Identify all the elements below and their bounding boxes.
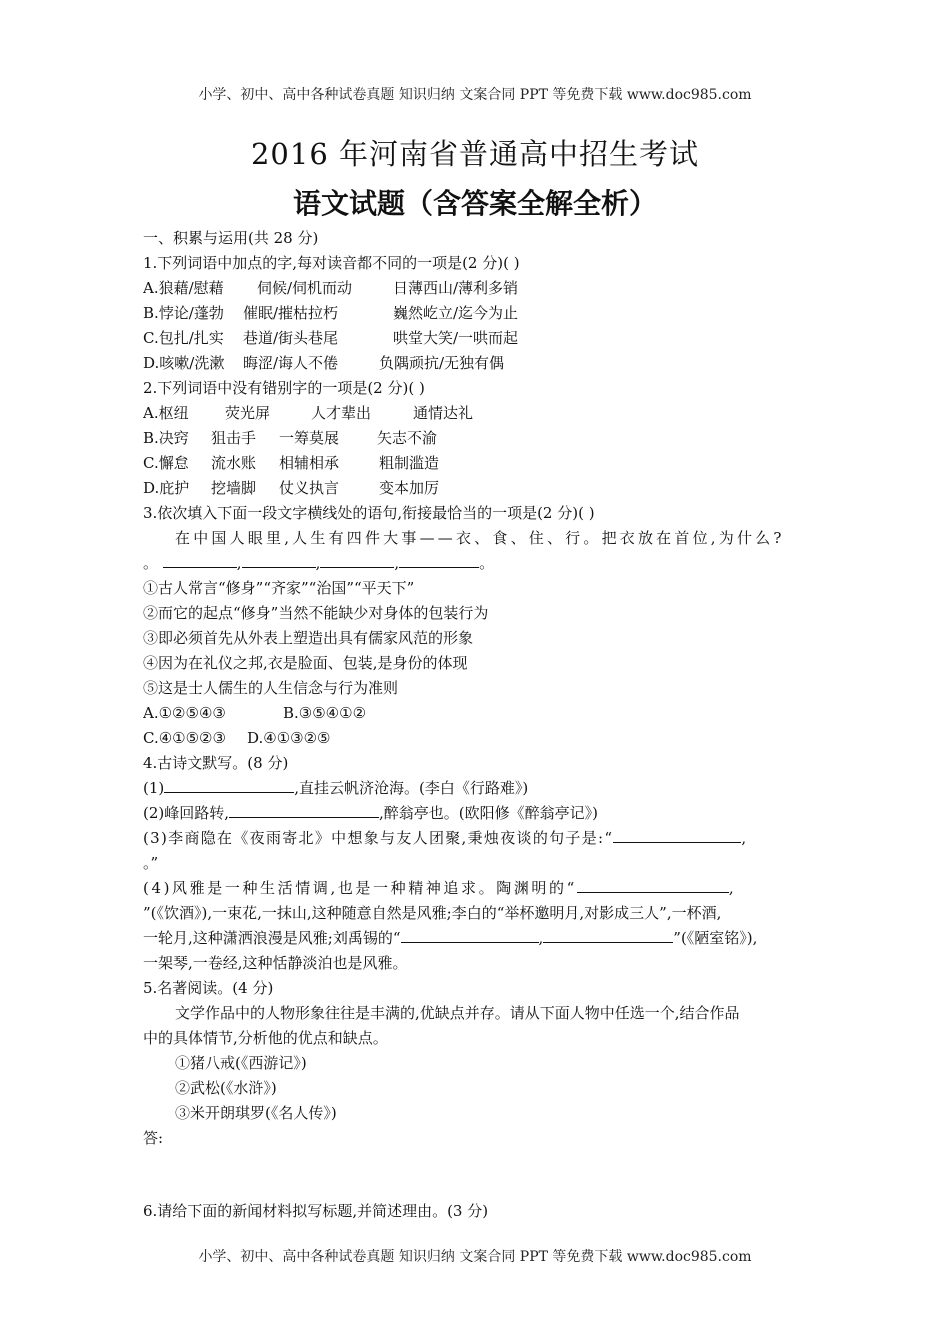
q5-text: 中的具体情节,分析他的优点和缺点。 <box>143 1029 388 1047</box>
exam-content <box>143 226 808 1224</box>
q2-option-text: 挖墙脚 <box>211 479 257 497</box>
answer-blank <box>164 777 294 793</box>
q3-options-row-2 <box>143 726 808 751</box>
q4-2-suffix: ,醉翁亭也。(欧阳修《醉翁亭记》) <box>379 804 599 822</box>
q6-stem: 6.请给下面的新闻材料拟写标题,并简述理由。(3 分) <box>143 1202 489 1220</box>
q5-answer-label: 答: <box>143 1129 164 1147</box>
q2-option-text: 矢志不渝 <box>377 429 438 447</box>
answer-blank <box>401 927 539 943</box>
answer-blank <box>577 877 729 893</box>
q5-item: ②武松(《水浒》) <box>175 1079 277 1097</box>
q2-option-text: B.决窍 <box>143 429 189 447</box>
q3-sentence: ①古人常言“修身”“齐家”“治国”“平天下” <box>143 579 415 597</box>
q1-option-c <box>143 326 808 351</box>
exam-subtitle: 语文试题（含答案全解全析） <box>292 187 657 220</box>
q4-item-4-line-2: ”(《饮酒》),一束花,一抹山,这种随意自然是风雅;李白的“举杯邀明月,对影成三人”,一杯酒, <box>143 904 722 922</box>
q1-option-text: 催眠/摧枯拉朽 <box>243 304 339 322</box>
q4-item-1 <box>143 776 808 801</box>
q4-item-2 <box>143 801 808 826</box>
q3-option-text: D.④①③②⑤ <box>247 729 331 747</box>
q2-option-text: 通情达礼 <box>413 404 474 422</box>
q4-item-4-line-4: 一架琴,一卷经,这种恬静淡泊也是风雅。 <box>143 954 408 972</box>
q2-option-a <box>143 401 808 426</box>
q4-4-source: ”(《陋室铭》), <box>673 929 758 947</box>
page-header: 小学、初中、高中各种试卷真题 知识归纳 文案合同 PPT 等免费下载 www.doc985.com <box>198 87 752 103</box>
q4-item-3 <box>143 826 808 851</box>
q4-1-suffix: ,直挂云帆济沧海。(李白《行路难》) <box>294 779 529 797</box>
q2-option-text: 仗义执言 <box>279 479 340 497</box>
q2-option-text: 狙击手 <box>211 429 257 447</box>
q3-option-text: B.③⑤④①② <box>283 704 367 722</box>
q4-3-close: 。” <box>143 854 159 872</box>
exam-title: 2016 年河南省普通高中招生考试 <box>250 137 700 171</box>
q1-option-b <box>143 301 808 326</box>
answer-space <box>143 1151 808 1199</box>
q5-stem: 5.名著阅读。(4 分) <box>143 979 274 997</box>
q5-text: 文学作品中的人物形象往往是丰满的,优缺点并存。请从下面人物中任选一个,结合作品 <box>175 1004 740 1022</box>
q5-item: ①猪八戒(《西游记》) <box>175 1054 307 1072</box>
q4-4-end: , <box>728 879 737 897</box>
q4-item-4-line-3 <box>143 926 808 951</box>
q2-option-text: 相辅相承 <box>279 454 340 472</box>
q4-4-text: (4)风雅是一种生活情调,也是一种精神追求。陶渊明的“ <box>143 879 577 897</box>
section-heading: 一、积累与运用(共 28 分) <box>143 229 319 247</box>
q2-stem: 2.下列词语中没有错别字的一项是(2 分)( ) <box>143 379 425 397</box>
q3-sentence: ④因为在礼仪之邦,衣是脸面、包装,是身份的体现 <box>143 654 468 672</box>
q4-4-text: 一轮月,这种潇洒浪漫是风雅;刘禹锡的“ <box>143 929 401 947</box>
q1-option-text: 负隅顽抗/无独有偶 <box>379 354 505 372</box>
q2-option-d <box>143 476 808 501</box>
q2-option-text: 流水账 <box>211 454 257 472</box>
answer-blank <box>543 927 673 943</box>
q1-option-text: 巍然屹立/迄今为止 <box>393 304 519 322</box>
q1-option-text: C.包扎/扎实 <box>143 329 224 347</box>
q2-option-text: 变本加厉 <box>379 479 440 497</box>
q1-option-text: A.狼藉/慰藉 <box>143 279 224 297</box>
q1-option-text: 晦涩/诲人不倦 <box>243 354 339 372</box>
page-footer: 小学、初中、高中各种试卷真题 知识归纳 文案合同 PPT 等免费下载 www.doc985.com <box>198 1249 752 1265</box>
q3-blank-suffix: 。 <box>479 554 495 572</box>
q1-stem: 1.下列词语中加点的字,每对读音都不同的一项是(2 分)( ) <box>143 254 520 272</box>
q2-option-b <box>143 426 808 451</box>
answer-blank <box>229 802 379 818</box>
q1-option-text: 哄堂大笑/一哄而起 <box>393 329 519 347</box>
q3-passage-blanks: 。 , , , 。 <box>143 554 495 572</box>
q4-4-comma: , <box>538 929 544 947</box>
answer-blank <box>163 552 237 568</box>
q3-option-text: A.①②⑤④③ <box>143 704 226 722</box>
q1-option-text: D.咳嗽/洗漱 <box>143 354 225 372</box>
q2-option-c <box>143 451 808 476</box>
q1-option-text: 巷道/街头巷尾 <box>243 329 339 347</box>
q4-3-text: (3)李商隐在《夜雨寄北》中想象与友人团聚,秉烛夜谈的句子是:“ <box>143 829 614 847</box>
q1-option-text: 伺候/伺机而动 <box>257 279 353 297</box>
q2-option-text: 一筹莫展 <box>279 429 340 447</box>
answer-blank <box>242 552 316 568</box>
q5-item: ③米开朗琪罗(《名人传》) <box>175 1104 337 1122</box>
answer-blank <box>613 827 741 843</box>
q4-item-3-end <box>143 851 808 876</box>
q1-option-d <box>143 351 808 376</box>
q1-option-text: B.悖论/蓬勃 <box>143 304 224 322</box>
q4-2-prefix: (2)峰回路转, <box>143 804 230 822</box>
q2-option-text: C.懈怠 <box>143 454 189 472</box>
q3-sentence: ⑤这是士人儒生的人生信念与行为准则 <box>143 679 399 697</box>
q1-option-a <box>143 276 808 301</box>
q3-stem: 3.依次填入下面一段文字横线处的语句,衔接最恰当的一项是(2 分)( ) <box>143 504 595 522</box>
answer-blank <box>399 552 479 568</box>
q2-option-text: 粗制滥造 <box>379 454 440 472</box>
q2-option-text: A.枢纽 <box>143 404 189 422</box>
q4-1-prefix: (1) <box>143 779 165 797</box>
q4-stem: 4.古诗文默写。(8 分) <box>143 754 289 772</box>
q3-blank-prefix: 。 <box>143 554 159 572</box>
q4-3-end: , <box>741 829 748 847</box>
q3-sentence: ③即必须首先从外表上塑造出具有儒家风范的形象 <box>143 629 474 647</box>
q2-option-text: 荧光屏 <box>225 404 271 422</box>
q3-options-row-1 <box>143 701 808 726</box>
q3-option-text: C.④①⑤②③ <box>143 729 226 747</box>
q3-sentence: ②而它的起点“修身”当然不能缺少对身体的包装行为 <box>143 604 489 622</box>
q3-passage: 在中国人眼里,人生有四件大事——衣、食、住、行。把衣放在首位,为什么? <box>175 529 785 547</box>
q4-item-4-line-1 <box>143 876 808 901</box>
q2-option-text: 人才辈出 <box>311 404 372 422</box>
answer-blank <box>320 552 394 568</box>
q1-option-text: 日薄西山/薄利多销 <box>393 279 519 297</box>
q2-option-text: D.庇护 <box>143 479 190 497</box>
